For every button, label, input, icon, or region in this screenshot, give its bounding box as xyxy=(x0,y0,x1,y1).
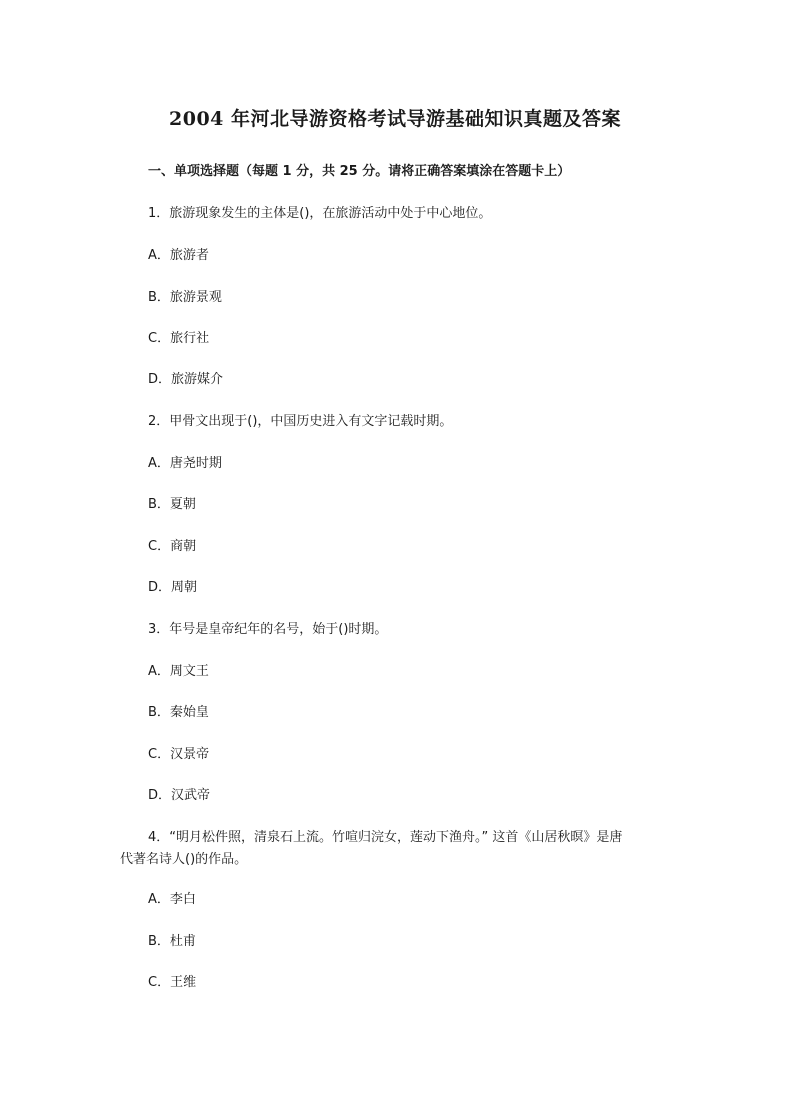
question-4-stem-line2: 代著名诗人()的作品。 xyxy=(120,852,248,867)
question-2-option-b: B．夏朝 xyxy=(148,497,196,512)
question-1-option-b: B．旅游景观 xyxy=(148,290,222,305)
question-2-option-c: C．商朝 xyxy=(148,539,197,554)
question-1-option-d: D．旅游媒介 xyxy=(148,372,224,387)
question-4-option-c: C．王维 xyxy=(148,975,197,990)
question-1-option-a: A．旅游者 xyxy=(148,248,209,263)
section-heading: 一、单项选择题（每题 1 分，共 25 分。请将正确答案填涂在答题卡上） xyxy=(148,164,571,179)
question-4-option-b: B．杜甫 xyxy=(148,934,196,949)
question-2-stem: 2．甲骨文出现于()，中国历史进入有文字记载时期。 xyxy=(148,414,453,429)
question-3-option-d: D．汉武帝 xyxy=(148,788,211,803)
question-2-option-a: A．唐尧时期 xyxy=(148,456,222,471)
question-2-option-d: D．周朝 xyxy=(148,580,198,595)
question-1-option-c: C．旅行社 xyxy=(148,331,210,346)
question-3-stem: 3．年号是皇帝纪年的名号，始于()时期。 xyxy=(148,622,388,637)
question-1-stem: 1．旅游现象发生的主体是()，在旅游活动中处于中心地位。 xyxy=(148,206,492,221)
document-title: 2004 年河北导游资格考试导游基础知识真题及答案 xyxy=(169,108,621,130)
question-4-stem-line1: 4．“明月松件照，清泉石上流。竹喧归浣女，莲动下渔舟。” 这首《山居秋暝》是唐 xyxy=(148,830,623,845)
question-3-option-c: C．汉景帝 xyxy=(148,747,210,762)
question-3-option-a: A．周文王 xyxy=(148,664,209,679)
question-3-option-b: B．秦始皇 xyxy=(148,705,209,720)
question-4-option-a: A．李白 xyxy=(148,892,196,907)
